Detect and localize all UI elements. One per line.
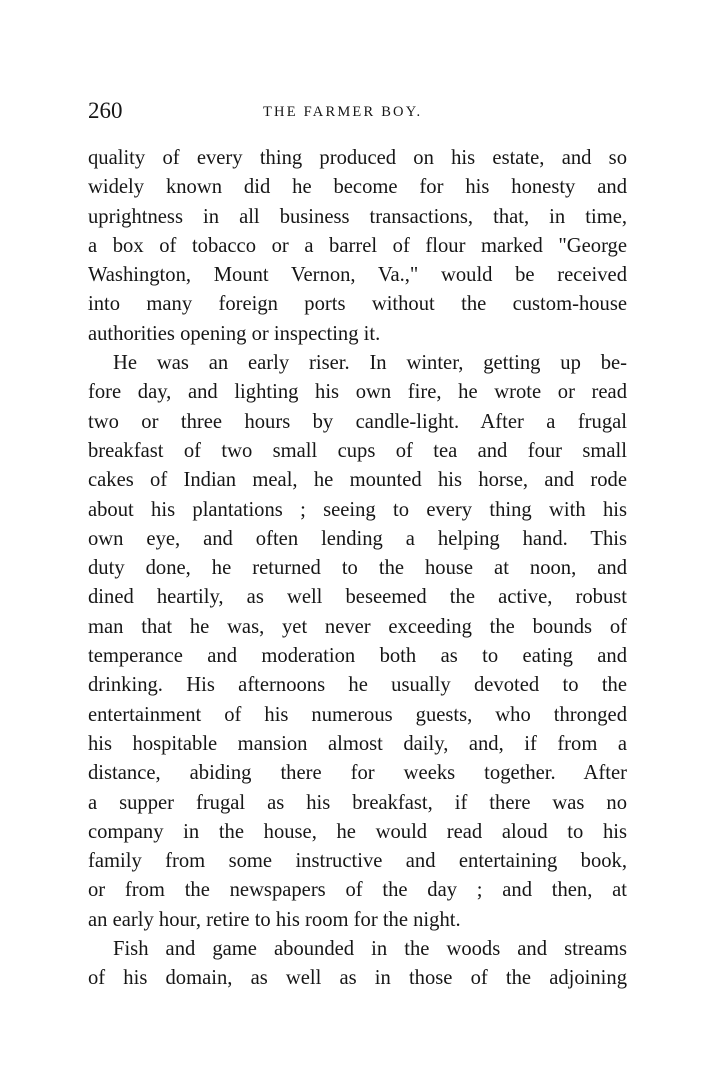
text-line: family from some instructive and entertaining book,: [88, 850, 627, 873]
paragraph-start-line: Fish and game abounded in the woods and streams: [113, 938, 627, 961]
text-line: of his domain, as well as in those of the adjoining: [88, 967, 627, 990]
text-line: uprightness in all business transactions, that, in time,: [88, 205, 627, 228]
text-line: duty done, he returned to the house at noon, and: [88, 557, 627, 580]
text-line: a box of tobacco or a barrel of flour marked "George: [88, 234, 627, 257]
text-line: distance, abiding there for weeks together. After: [88, 762, 627, 785]
text-line: quality of every thing produced on his estate, and so: [88, 147, 627, 169]
paragraph-start-line: He was an early riser. In winter, getting up be-: [113, 352, 627, 375]
text-line: cakes of Indian meal, he mounted his horse, and rode: [88, 469, 627, 492]
text-line: man that he was, yet never exceeding the bounds of: [88, 615, 627, 638]
text-line: dined heartily, as well beseemed the active, robust: [88, 586, 627, 609]
running-title: THE FARMER BOY.: [263, 104, 423, 120]
text-line: company in the house, he would read aloud to his: [88, 820, 627, 843]
text-line: Washington, Mount Vernon, Va.," would be received: [88, 264, 627, 287]
text-line: entertainment of his numerous guests, who thronged: [88, 703, 627, 726]
text-line: about his plantations ; seeing to every thing with his: [88, 498, 627, 521]
body-text: [88, 144, 627, 994]
text-line: into many foreign ports without the custom-house: [88, 293, 627, 316]
page-number: 260: [88, 98, 123, 123]
text-line: own eye, and often lending a helping hand. This: [88, 527, 627, 550]
text-line: breakfast of two small cups of tea and four small: [88, 439, 627, 462]
text-line: a supper frugal as his breakfast, if there was no: [88, 791, 627, 814]
text-line: temperance and moderation both as to eating and: [88, 645, 627, 668]
text-line: drinking. His afternoons he usually devoted to the: [88, 674, 627, 697]
text-line: two or three hours by candle-light. After a frugal: [88, 410, 627, 433]
text-line: an early hour, retire to his room for the night.: [88, 908, 461, 931]
page-header: [88, 96, 628, 126]
text-line: his hospitable mansion almost daily, and, if from a: [88, 732, 627, 755]
text-line: authorities opening or inspecting it.: [88, 322, 381, 345]
text-line: or from the newspapers of the day ; and then, at: [88, 879, 627, 902]
text-line: fore day, and lighting his own fire, he wrote or read: [88, 381, 627, 404]
text-line: widely known did he become for his honesty and: [88, 176, 627, 199]
